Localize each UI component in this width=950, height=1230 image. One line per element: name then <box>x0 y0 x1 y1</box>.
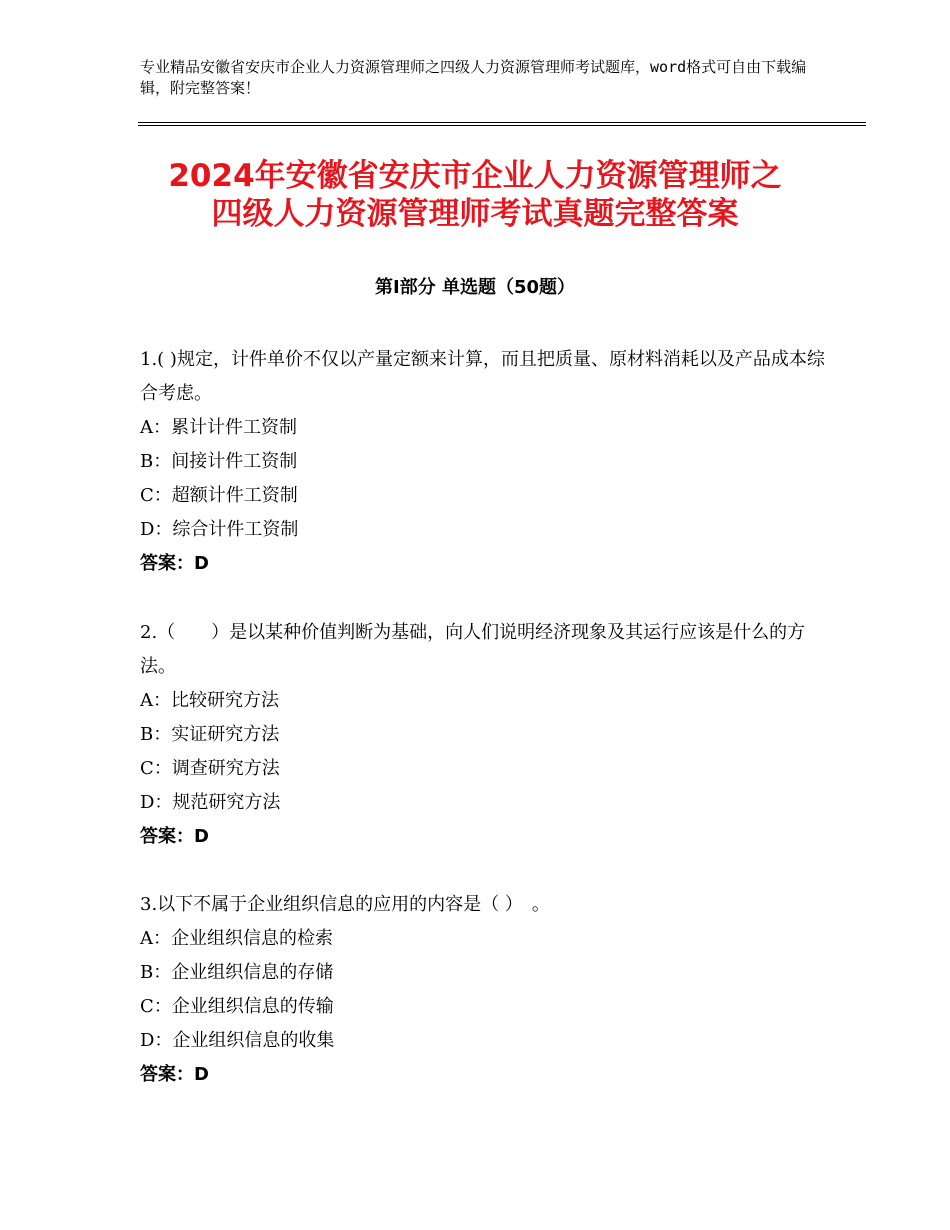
option-b: B：实证研究方法 <box>140 724 280 745</box>
section-title: 第Ⅰ部分 单选题（50题） <box>374 277 575 298</box>
question-stem: 1.( )规定，计件单价不仅以产量定额来计算，而且把质量、原材料消耗以及产品成本综合考虑。 <box>140 349 825 404</box>
document-title-line-1: 2024年安徽省安庆市企业人力资源管理师之 <box>168 158 782 194</box>
header-note: 专业精品安徽省安庆市企业人力资源管理师之四级人力资源管理师考试题库，word格式可自由下载编辑，附完整答案！ <box>140 58 807 97</box>
option-c: C：超额计件工资制 <box>140 485 298 506</box>
question-2 <box>140 616 840 854</box>
question-stem: 3.以下不属于企业组织信息的应用的内容是（ ） 。 <box>140 894 550 915</box>
document-title <box>80 157 870 233</box>
answer: 答案：D <box>140 1064 209 1085</box>
question-1 <box>140 343 840 581</box>
question-3 <box>140 888 840 1092</box>
answer: 答案：D <box>140 826 209 847</box>
option-c: C：调查研究方法 <box>140 758 280 779</box>
document-title-line-2: 四级人力资源管理师考试真题完整答案 <box>211 196 739 232</box>
option-a: A：累计计件工资制 <box>140 417 297 438</box>
option-c: C：企业组织信息的传输 <box>140 996 334 1017</box>
question-stem: 2.（ ）是以某种价值判断为基础，向人们说明经济现象及其运行应该是什么的方法。 <box>140 622 806 677</box>
option-a: A：比较研究方法 <box>140 690 279 711</box>
answer: 答案：D <box>140 553 209 574</box>
option-b: B：企业组织信息的存储 <box>140 962 334 983</box>
option-a: A：企业组织信息的检索 <box>140 928 333 949</box>
option-b: B：间接计件工资制 <box>140 451 298 472</box>
header-rule-bottom <box>138 125 866 126</box>
header-rule-top <box>138 122 866 123</box>
option-d: D：综合计件工资制 <box>140 519 299 540</box>
option-d: D：企业组织信息的收集 <box>140 1030 335 1051</box>
option-d: D：规范研究方法 <box>140 792 281 813</box>
